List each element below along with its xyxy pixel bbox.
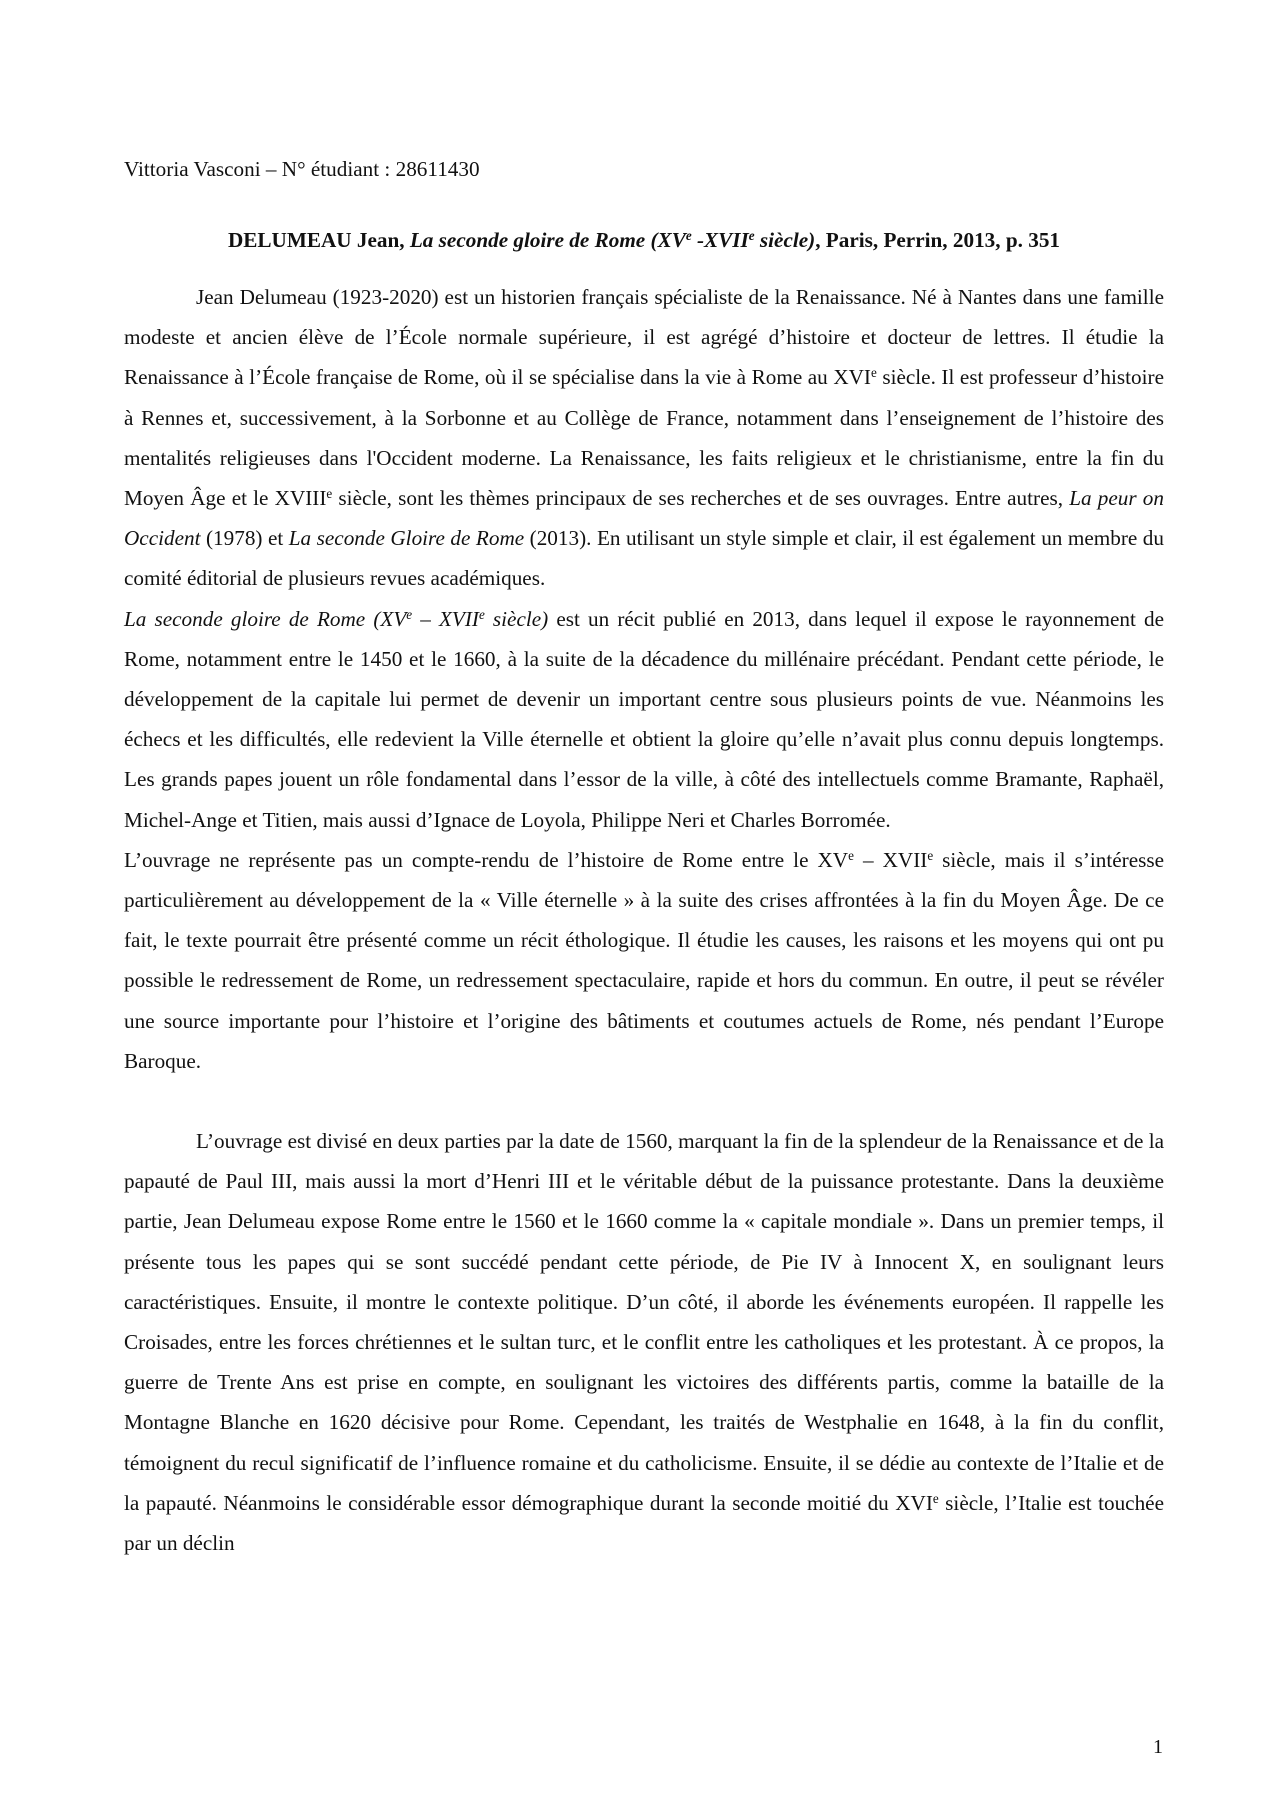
- book-title: [410, 228, 815, 252]
- book-title-part: -XVII: [691, 228, 749, 252]
- text-run: siècle, sont les thèmes principaux de ses recherches et de ses ouvrages. Entre autres,: [332, 486, 1070, 511]
- italic-title: [124, 607, 548, 631]
- book-publication: , Paris, Perrin, 2013, p. 351: [815, 228, 1061, 252]
- text-run: L’ouvrage est divisé en deux parties par la date de 1560, marquant la fin de la splendeur de la Renaissance et de la papauté de Paul III, mais aussi la mort d’Henri III et le véritable début de la puissance protestante. Dans la deuxième partie, Jean Delumeau expose Rome entre le 1560 et le 1660 comme la « capitale mondiale ». Dans un premier temps, il présente tous les papes qui se sont succédé pendant cette période, de Pie IV à Innocent X, en soulignant leurs caractéristiques. Ensuite, il montre le contexte politique. D’un côté, il aborde les événements européen. Il rappelle les Croisades, entre les forces chrétiennes et le sultan turc, et le conflit entre les catholiques et les protestant. À ce propos, la guerre de Trente Ans est prise en compte, en soulignant les victoires des différents partis, comme la bataille de la Montagne Blanche en 1620 décisive pour Rome. Cependant, les traités de Westphalie en 1648, à la fin du conflit, témoignent du recul significatif de l’influence romaine et du catholicisme. Ensuite, il se dédie au contexte de l’Italie et de la papauté. Néanmoins le considérable essor démographique durant la seconde moitié du XVI: [124, 1129, 1164, 1515]
- text-run: (1978) et: [200, 526, 289, 551]
- book-author: DELUMEAU Jean,: [227, 228, 410, 252]
- text-run: siècle): [484, 606, 549, 631]
- superscript: e: [927, 847, 934, 863]
- superscript: e: [932, 1490, 939, 1506]
- text-run: – XVII: [412, 606, 479, 631]
- paragraph-spacer: [124, 1081, 1164, 1121]
- text-run: est un récit publié en 2013, dans lequel il expose le rayonnement de Rome, notamment entre le 1450 et le 1660, à la suite de la décadence du millénaire précédant. Pendant cette période, le développement de la capitale lui permet de devenir un important centre sous plusieurs points de vue. Néanmoins les échecs et les difficultés, elle redevient la Ville éternelle et obtient la gloire qu’elle n’avait plus connu depuis longtemps. Les grands papes jouent un rôle fondamental dans l’essor de la ville, à côté des intellectuels comme Bramante, Raphaël, Michel-Ange et Titien, mais aussi d’Ignace de Loyola, Philippe Neri et Charles Borromée.: [124, 606, 1165, 832]
- text-run: siècle. Il est professeur d’histoire à Rennes et, successivement, à la Sorbonne et au Collège de France, notamment dans l’enseignement de l’histoire des mentalités religieuses dans l'Occident moderne. La Renaissance, les faits religieux et le christianisme, entre la fin du Moyen Âge et le XVIII: [124, 365, 1164, 511]
- italic-title: La seconde Gloire de Rome: [288, 526, 525, 551]
- superscript: e: [870, 365, 877, 381]
- book-reference: [124, 221, 1164, 259]
- text-run: Jean Delumeau (1923-2020) est un historien français spécialiste de la Renaissance. Né à Nantes dans une famille modeste et ancien élève de l’École normale supérieure, il est agrégé d’histoire et docteur de lettres. Il étudie la Renaissance à l’École française de Rome, où il se spécialise dans la vie à Rome au XVI: [124, 285, 1164, 390]
- paragraph-book-summary: [124, 599, 1164, 840]
- text-run: – XVII: [853, 847, 928, 872]
- page-number: 1: [1153, 1736, 1163, 1758]
- italic-title: La peur on Occident: [124, 486, 1164, 551]
- paragraph-book-scope: [124, 840, 1164, 1081]
- document-page: [124, 150, 1164, 1563]
- text-run: La seconde gloire de Rome (XV: [124, 606, 407, 631]
- superscript: e: [406, 606, 413, 622]
- superscript: e: [748, 227, 755, 243]
- paragraph-book-structure: [124, 1121, 1164, 1563]
- superscript: e: [848, 847, 854, 863]
- text-run: L’ouvrage ne représente pas un compte-rendu de l’histoire de Rome entre le XV: [124, 847, 849, 872]
- book-title-part: siècle): [754, 228, 816, 252]
- text-run: siècle, mais il s’intéresse particulièrement au développement de la « Ville éternelle » à la suite des crises affrontées à la fin du Moyen Âge. De ce fait, le texte pourrait être présenté comme un récit éthologique. Il étudie les causes, les raisons et les moyens qui ont pu possible le redressement de Rome, un redressement spectaculaire, rapide et hors du commun. En outre, il peut se révéler une source importante pour l’histoire et l’origine des bâtiments et coutumes actuels de Rome, nés pendant l’Europe Baroque.: [124, 847, 1164, 1073]
- book-title-part: La seconde gloire de Rome (XV: [409, 228, 686, 252]
- superscript: e: [478, 606, 485, 622]
- student-info: Vittoria Vasconi – N° étudiant : 28611430: [124, 157, 480, 181]
- text-run: siècle, l’Italie est touchée par un déclin: [124, 1490, 1164, 1556]
- superscript: e: [685, 227, 692, 243]
- text-run: (2013). En utilisant un style simple et clair, il est également un membre du comité éditorial de plusieurs revues académiques.: [124, 526, 1164, 591]
- superscript: e: [326, 485, 333, 501]
- paragraph-author-bio: [124, 277, 1164, 599]
